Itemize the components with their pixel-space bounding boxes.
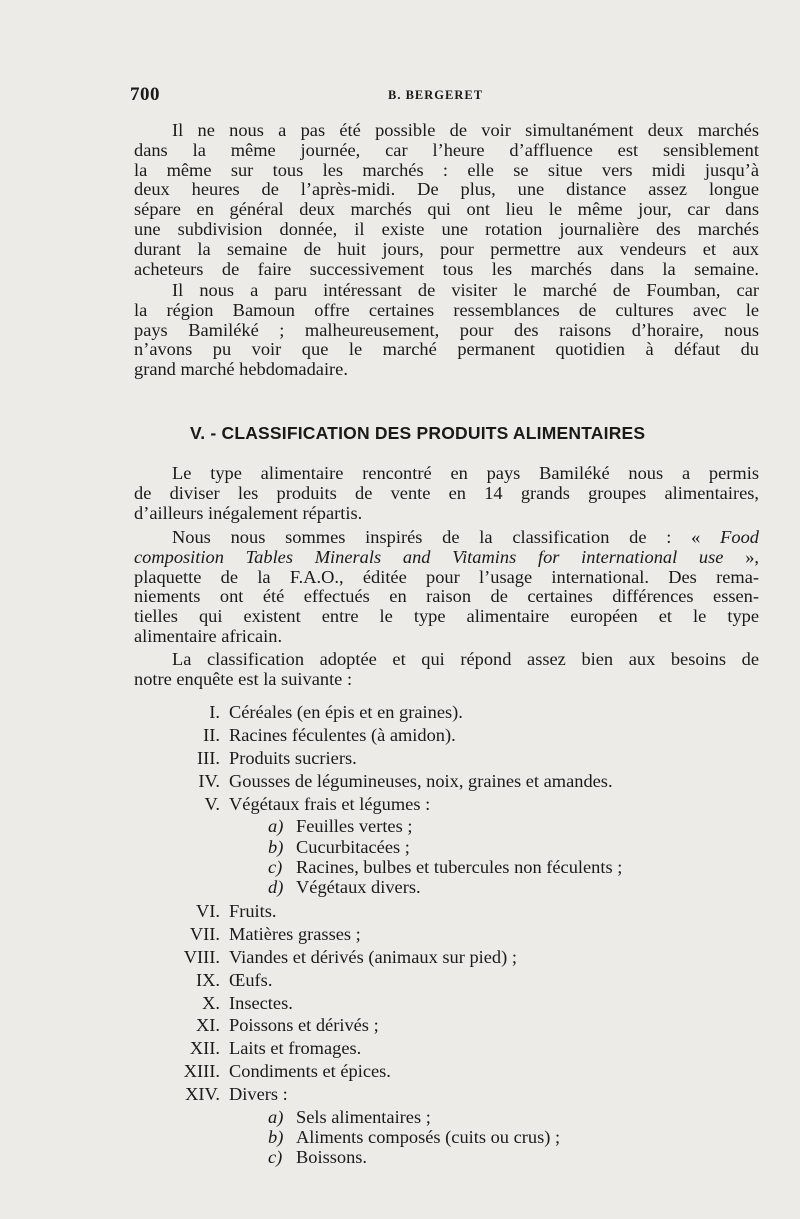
paragraph-foumban-market	[134, 281, 759, 380]
text-line: d’ailleurs inégalement répartis.	[134, 502, 363, 523]
text-fragment: Nous nous sommes inspirés de la classification de : «	[172, 528, 701, 547]
item-number: IX.	[195, 969, 220, 990]
list-item	[0, 1061, 800, 1084]
text-line	[134, 528, 759, 548]
italic-title-fragment: composition Tables Minerals and Vitamins for international use	[134, 547, 724, 567]
sub-list-item	[0, 816, 800, 836]
sub-item-text: Racines, bulbes et tubercules non féculents ;	[296, 856, 623, 877]
text-line: niements ont été effectués en raison de certaines différences essen-	[134, 587, 759, 607]
sub-item-text: Aliments composés (cuits ou crus) ;	[296, 1127, 561, 1148]
page-number: 700	[130, 84, 160, 105]
sub-item-text: Cucurbitacées ;	[296, 836, 410, 857]
sub-item-text: Boissons.	[296, 1147, 368, 1168]
item-number: I.	[209, 702, 220, 722]
sub-list-item	[0, 837, 800, 857]
list-item	[0, 993, 800, 1016]
section-title: V. - CLASSIFICATION DES PRODUITS ALIMENTAIRES	[190, 423, 646, 443]
sub-list-item	[0, 857, 800, 877]
item-number: X.	[202, 992, 220, 1013]
list-item	[0, 947, 800, 970]
text-line: sépare en général deux marchés qui ont lieu le même jour, car dans	[134, 200, 759, 220]
list-item	[0, 1015, 800, 1038]
sub-list-item	[0, 1127, 800, 1147]
text-line: Le type alimentaire rencontré en pays Bamiléké nous a permis	[172, 464, 759, 483]
sub-list-item	[0, 877, 800, 901]
item-number: III.	[197, 747, 220, 768]
item-text: Fruits.	[229, 901, 277, 922]
item-text: Gousses de légumineuses, noix, graines et amandes.	[229, 770, 613, 791]
text-line: dans la même journée, car l’heure d’affluence est sensiblement	[134, 140, 759, 160]
text-line	[134, 548, 759, 568]
item-text: Divers :	[229, 1084, 288, 1105]
sub-item-text: Végétaux divers.	[296, 877, 421, 898]
item-text: Insectes.	[229, 992, 293, 1013]
paragraph-markets-timing	[134, 121, 759, 279]
item-number: II.	[203, 724, 220, 745]
list-item	[0, 794, 800, 817]
sub-item-letter: a)	[268, 1107, 284, 1128]
sub-list-item	[0, 1107, 800, 1127]
list-item	[0, 1038, 800, 1061]
text-line: grand marché hebdomadaire.	[134, 359, 348, 380]
text-line: Il nous a paru intéressant de visiter le marché de Foumban, car	[172, 281, 759, 300]
text-fragment: »,	[745, 547, 759, 567]
item-text: Matières grasses ;	[229, 923, 361, 944]
paragraph-fao-reference	[134, 528, 759, 647]
running-header: B. BERGERET	[388, 88, 484, 102]
paragraph-classification-intro	[134, 650, 759, 690]
text-line: La classification adoptée et qui répond assez bien aux besoins de	[172, 650, 759, 669]
text-line: deux heures de l’après-midi. De plus, une distance assez longue	[134, 180, 759, 200]
item-number: XII.	[189, 1038, 220, 1059]
item-text: Produits sucriers.	[229, 747, 357, 768]
sub-item-text: Feuilles vertes ;	[296, 816, 413, 837]
text-line: alimentaire africain.	[134, 625, 283, 646]
text-line: n’avons pu voir que le marché permanent quotidien à défaut du	[134, 340, 759, 360]
item-text: Viandes et dérivés (animaux sur pied) ;	[229, 946, 517, 967]
text-line: plaquette de la F.A.O., éditée pour l’usage international. Des rema-	[134, 567, 759, 587]
item-text: Condiments et épices.	[229, 1061, 391, 1082]
item-text: Œufs.	[229, 969, 273, 990]
classification-list	[0, 702, 800, 1168]
list-item	[0, 924, 800, 947]
sub-item-letter: d)	[268, 877, 284, 898]
item-text: Céréales (en épis et en graines).	[229, 702, 463, 722]
item-number: VII.	[189, 923, 220, 944]
item-number: VI.	[195, 901, 220, 922]
item-text: Racines féculentes (à amidon).	[229, 724, 456, 745]
list-item	[0, 702, 800, 725]
list-item	[0, 771, 800, 794]
sub-item-letter: b)	[268, 1127, 284, 1148]
text-line: pays Bamiléké ; malheureusement, pour des raisons d’horaire, nous	[134, 320, 759, 340]
text-line: acheteurs de faire successivement tous les marchés dans la semaine.	[134, 259, 759, 279]
item-number: XI.	[195, 1015, 220, 1036]
text-line: notre enquête est la suivante :	[134, 668, 353, 689]
text-line: une subdivision donnée, il existe une rotation journalière des marchés	[134, 219, 759, 239]
text-line: durant la semaine de huit jours, pour permettre aux vendeurs et aux	[134, 239, 759, 259]
text-line: de diviser les produits de vente en 14 grands groupes alimentaires,	[134, 483, 759, 503]
text-line: la région Bamoun offre certaines ressemblances de cultures avec le	[134, 300, 759, 320]
item-number: XIV.	[185, 1084, 220, 1105]
sub-item-letter: b)	[268, 836, 284, 857]
list-item	[0, 1084, 800, 1107]
list-item	[0, 901, 800, 924]
item-number: VIII.	[183, 946, 220, 967]
item-number: XIII.	[183, 1061, 220, 1082]
sub-item-letter: a)	[268, 816, 284, 837]
list-item	[0, 970, 800, 993]
text-line: la même sur tous les marchés : elle se situe vers midi jusqu’à	[134, 160, 759, 180]
item-number: IV.	[198, 770, 220, 791]
text-line: Il ne nous a pas été possible de voir simultanément deux marchés	[172, 121, 759, 140]
sub-item-letter: c)	[268, 856, 283, 877]
text-line: tielles qui existent entre le type alimentaire européen et le type	[134, 607, 759, 627]
sub-item-letter: c)	[268, 1147, 283, 1168]
item-text: Végétaux frais et légumes :	[229, 793, 431, 814]
item-text: Laits et fromages.	[229, 1038, 362, 1059]
item-number: V.	[204, 793, 220, 814]
sub-list-item	[0, 1147, 800, 1167]
sub-item-text: Sels alimentaires ;	[296, 1107, 431, 1128]
italic-title-fragment: Food	[720, 528, 759, 547]
list-item	[0, 725, 800, 748]
paragraph-food-groups	[134, 464, 759, 523]
list-item	[0, 748, 800, 771]
item-text: Poissons et dérivés ;	[229, 1015, 379, 1036]
